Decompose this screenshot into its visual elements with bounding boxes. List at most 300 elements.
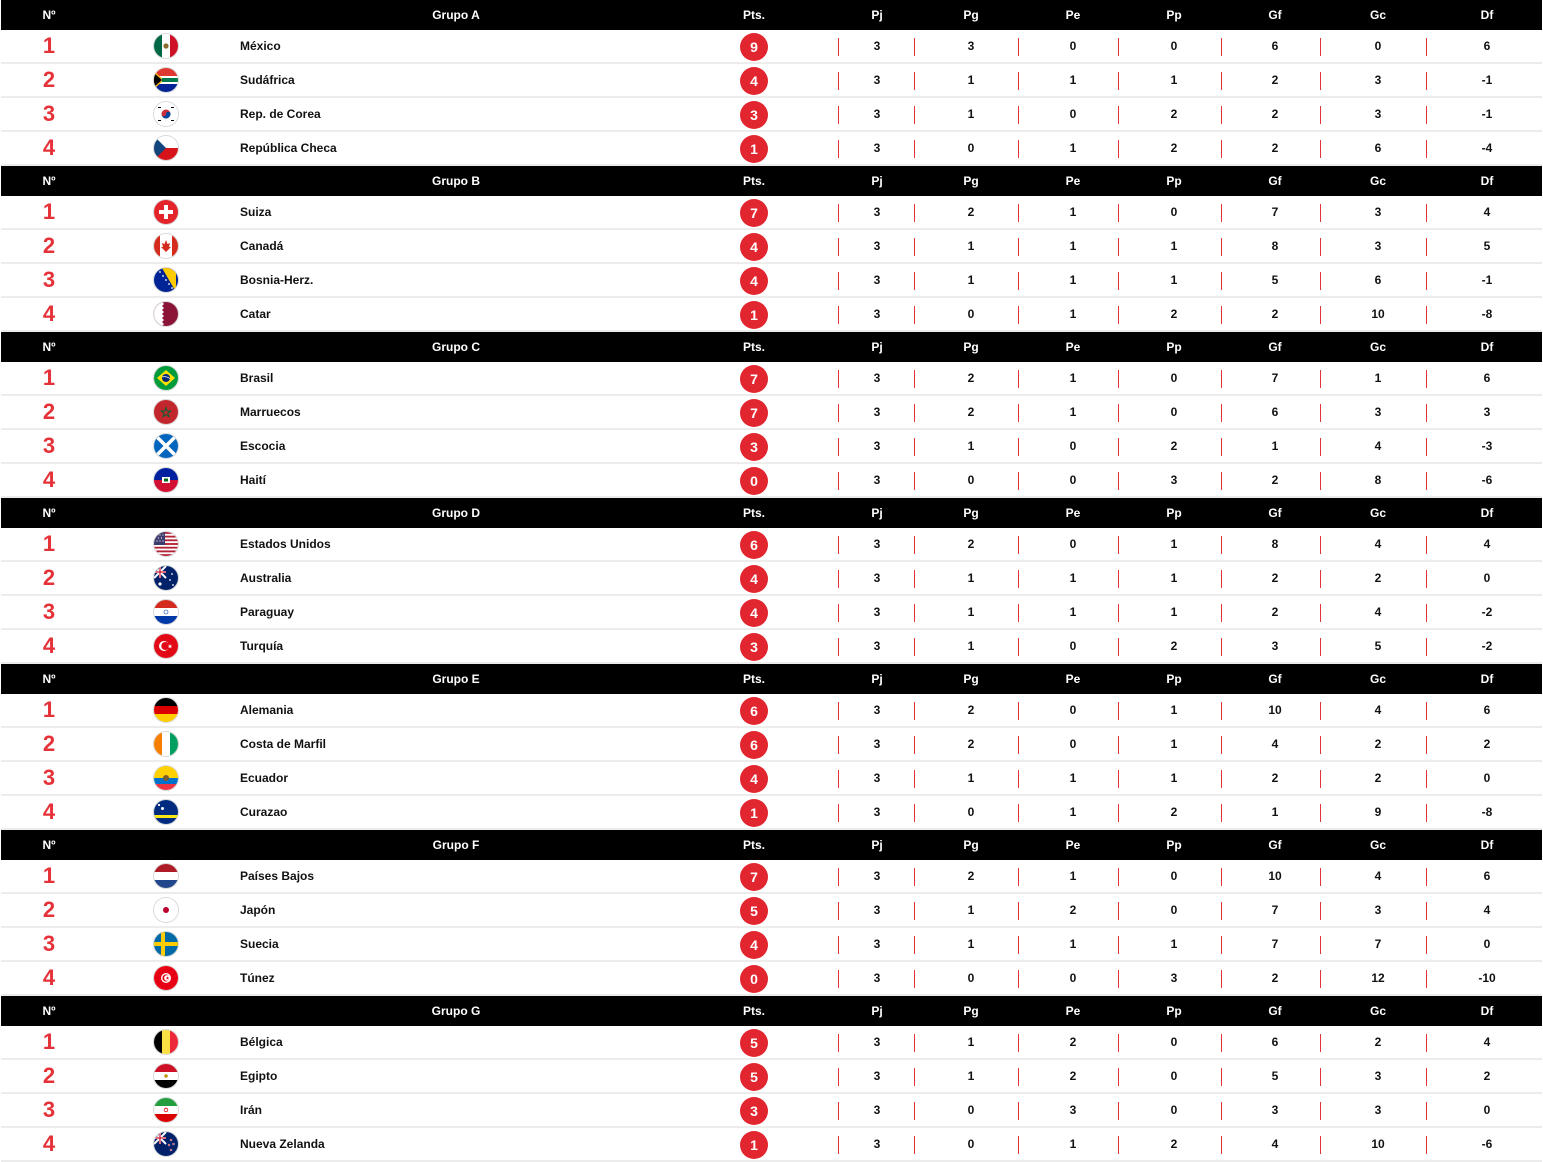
header-pe: Pe (1065, 8, 1081, 22)
stat-gf: 6 (1271, 39, 1279, 53)
column-divider (1426, 570, 1427, 588)
stat-pe: 2 (1069, 1069, 1077, 1083)
points-badge: 5 (740, 897, 768, 925)
stat-gc: 0 (1374, 39, 1382, 53)
column-divider (914, 638, 915, 656)
column-divider (838, 638, 839, 656)
team-name[interactable]: Paraguay (240, 605, 295, 619)
column-divider (1426, 536, 1427, 554)
column-divider (914, 306, 915, 324)
stat-gf: 2 (1271, 73, 1279, 87)
column-divider (1320, 38, 1321, 56)
column-divider (1320, 1102, 1321, 1120)
column-divider (1118, 702, 1119, 720)
table-row (1, 1094, 1542, 1128)
column-divider (1018, 306, 1019, 324)
stat-pg: 1 (967, 73, 975, 87)
header-gf: Gf (1268, 340, 1282, 354)
column-divider (1320, 238, 1321, 256)
column-divider (1426, 204, 1427, 222)
stat-pg: 1 (967, 605, 975, 619)
header-df: Df (1480, 672, 1494, 686)
position-number: 3 (42, 931, 56, 956)
table-row (1, 928, 1542, 962)
stat-df: -8 (1481, 805, 1493, 819)
header-pp: Pp (1166, 838, 1182, 852)
stat-pp: 1 (1170, 605, 1178, 619)
header-df: Df (1480, 506, 1494, 520)
stat-pg: 1 (967, 1069, 975, 1083)
stat-df: 6 (1483, 869, 1491, 883)
stat-pp: 0 (1170, 405, 1178, 419)
table-row (1, 230, 1542, 264)
table-row (1, 1128, 1542, 1162)
header-pos: Nº (42, 1004, 56, 1018)
team-name[interactable]: Suecia (240, 937, 279, 951)
column-divider (1320, 936, 1321, 954)
column-divider (1018, 1136, 1019, 1154)
column-divider (1118, 238, 1119, 256)
column-divider (1426, 902, 1427, 920)
stat-pg: 2 (967, 869, 975, 883)
stat-pp: 0 (1170, 903, 1178, 917)
table-row (1, 762, 1542, 796)
points-badge: 1 (740, 301, 768, 329)
team-name[interactable]: Catar (240, 307, 271, 321)
stat-gc: 3 (1374, 1069, 1382, 1083)
header-pp: Pp (1166, 340, 1182, 354)
stat-gc: 3 (1374, 903, 1382, 917)
stat-gf: 3 (1271, 1103, 1279, 1117)
header-pts: Pts. (742, 8, 766, 22)
column-divider (1221, 238, 1222, 256)
stat-df: -3 (1481, 439, 1493, 453)
column-divider (1118, 804, 1119, 822)
column-divider (1426, 1102, 1427, 1120)
stat-pe: 1 (1069, 141, 1077, 155)
column-divider (1221, 736, 1222, 754)
team-name[interactable]: Australia (240, 571, 292, 585)
group-header (1, 830, 1542, 860)
column-divider (914, 702, 915, 720)
header-pts: Pts. (742, 506, 766, 520)
stat-pe: 0 (1069, 473, 1077, 487)
group-header (1, 664, 1542, 694)
header-gf: Gf (1268, 174, 1282, 188)
stat-pp: 0 (1170, 39, 1178, 53)
column-divider (914, 238, 915, 256)
team-name[interactable]: Bosnia-Herz. (240, 273, 314, 287)
position-number: 4 (42, 965, 56, 990)
team-name[interactable]: Brasil (240, 371, 274, 385)
stat-pg: 2 (967, 405, 975, 419)
stat-gf: 4 (1271, 737, 1279, 751)
table-row (1, 796, 1542, 830)
header-pg: Pg (963, 672, 979, 686)
stat-gf: 7 (1271, 371, 1279, 385)
column-divider (1221, 472, 1222, 490)
team-name[interactable]: Curazao (240, 805, 288, 819)
column-divider (1118, 472, 1119, 490)
stat-df: 0 (1483, 771, 1491, 785)
team-name[interactable]: Egipto (240, 1069, 278, 1083)
stat-df: -6 (1481, 473, 1493, 487)
stat-pj: 3 (873, 141, 881, 155)
column-divider (1426, 370, 1427, 388)
team-name[interactable]: Países Bajos (240, 869, 315, 883)
stat-pe: 1 (1069, 273, 1077, 287)
stat-df: 0 (1483, 937, 1491, 951)
team-name[interactable]: Irán (240, 1103, 263, 1117)
points-badge: 6 (740, 731, 768, 759)
points-badge: 3 (740, 633, 768, 661)
header-gc: Gc (1369, 174, 1387, 188)
team-name[interactable]: República Checa (240, 141, 337, 155)
stat-df: 4 (1483, 903, 1491, 917)
header-pj: Pj (871, 1004, 883, 1018)
stat-pe: 0 (1069, 737, 1077, 751)
header-gf: Gf (1268, 506, 1282, 520)
table-row (1, 132, 1542, 166)
column-divider (1118, 38, 1119, 56)
header-gf: Gf (1268, 672, 1282, 686)
stat-df: 0 (1483, 571, 1491, 585)
stat-df: -2 (1481, 639, 1493, 653)
position-number: 4 (42, 633, 56, 658)
column-divider (1426, 638, 1427, 656)
column-divider (914, 404, 915, 422)
team-name[interactable]: Escocia (240, 439, 286, 453)
stat-pe: 0 (1069, 107, 1077, 121)
stat-gf: 6 (1271, 405, 1279, 419)
column-divider (838, 306, 839, 324)
stat-pj: 3 (873, 869, 881, 883)
team-name[interactable]: Haití (240, 473, 267, 487)
team-name[interactable]: Rep. de Corea (240, 107, 321, 121)
stat-pp: 2 (1170, 1137, 1178, 1151)
column-divider (838, 370, 839, 388)
column-divider (1221, 770, 1222, 788)
column-divider (1118, 936, 1119, 954)
stat-gf: 7 (1271, 937, 1279, 951)
stat-df: -4 (1481, 141, 1493, 155)
stat-pe: 2 (1069, 1035, 1077, 1049)
stat-gf: 2 (1271, 107, 1279, 121)
header-pts: Pts. (742, 672, 766, 686)
stat-pg: 0 (967, 1137, 975, 1151)
stat-df: 0 (1483, 1103, 1491, 1117)
tunisia-flag-icon (154, 966, 178, 990)
turkey-flag-icon (154, 634, 178, 658)
position-number: 2 (42, 233, 56, 258)
stat-pp: 1 (1170, 537, 1178, 551)
column-divider (1320, 472, 1321, 490)
header-pg: Pg (963, 1004, 979, 1018)
column-divider (1118, 1034, 1119, 1052)
column-divider (1221, 370, 1222, 388)
team-name[interactable]: Nueva Zelanda (240, 1137, 325, 1151)
header-gf: Gf (1268, 8, 1282, 22)
column-divider (1018, 604, 1019, 622)
stat-gf: 2 (1271, 307, 1279, 321)
team-name[interactable]: Estados Unidos (240, 537, 331, 551)
stat-gc: 6 (1374, 141, 1382, 155)
stat-pg: 1 (967, 771, 975, 785)
column-divider (1426, 1068, 1427, 1086)
header-pj: Pj (871, 174, 883, 188)
stat-pg: 3 (967, 39, 975, 53)
stat-pj: 3 (873, 371, 881, 385)
column-divider (1221, 970, 1222, 988)
stat-gc: 4 (1374, 537, 1382, 551)
position-number: 1 (42, 697, 56, 722)
column-divider (1221, 1102, 1222, 1120)
column-divider (1221, 868, 1222, 886)
stat-df: 3 (1483, 405, 1491, 419)
header-pp: Pp (1166, 174, 1182, 188)
column-divider (1018, 702, 1019, 720)
stat-gc: 1 (1374, 371, 1382, 385)
stat-gc: 4 (1374, 869, 1382, 883)
stat-gc: 3 (1374, 1103, 1382, 1117)
column-divider (1118, 306, 1119, 324)
position-number: 4 (42, 467, 56, 492)
stat-gc: 8 (1374, 473, 1382, 487)
column-divider (914, 38, 915, 56)
header-pts: Pts. (742, 1004, 766, 1018)
header-pg: Pg (963, 340, 979, 354)
stat-pj: 3 (873, 205, 881, 219)
stat-df: -1 (1481, 273, 1493, 287)
column-divider (1018, 204, 1019, 222)
stat-pg: 2 (967, 737, 975, 751)
stat-gc: 3 (1374, 405, 1382, 419)
header-pg: Pg (963, 506, 979, 520)
team-name[interactable]: Turquía (240, 639, 284, 653)
table-row (1, 396, 1542, 430)
stat-pj: 3 (873, 1035, 881, 1049)
stat-gf: 10 (1268, 869, 1282, 883)
column-divider (1320, 404, 1321, 422)
stat-pe: 1 (1069, 205, 1077, 219)
team-name[interactable]: Japón (240, 903, 276, 917)
stat-gc: 10 (1371, 307, 1385, 321)
stat-pe: 0 (1069, 639, 1077, 653)
column-divider (1320, 868, 1321, 886)
group-title: Grupo F (432, 838, 480, 852)
column-divider (914, 72, 915, 90)
stat-pe: 1 (1069, 73, 1077, 87)
paraguay-flag-icon (154, 600, 178, 624)
position-number: 4 (42, 301, 56, 326)
column-divider (914, 1136, 915, 1154)
header-pp: Pp (1166, 1004, 1182, 1018)
stat-pj: 3 (873, 903, 881, 917)
column-divider (1320, 638, 1321, 656)
stat-pe: 1 (1069, 371, 1077, 385)
column-divider (1426, 306, 1427, 324)
belgium-flag-icon (154, 1030, 178, 1054)
column-divider (1221, 38, 1222, 56)
column-divider (838, 204, 839, 222)
column-divider (1320, 804, 1321, 822)
team-name[interactable]: México (240, 39, 281, 53)
header-pe: Pe (1065, 838, 1081, 852)
stat-pg: 1 (967, 937, 975, 951)
stat-pe: 1 (1069, 869, 1077, 883)
header-pe: Pe (1065, 340, 1081, 354)
position-number: 3 (42, 599, 56, 624)
column-divider (1320, 140, 1321, 158)
qatar-flag-icon (154, 302, 178, 326)
stat-pj: 3 (873, 537, 881, 551)
stat-pp: 1 (1170, 737, 1178, 751)
group-header (1, 996, 1542, 1026)
points-badge: 4 (740, 565, 768, 593)
header-df: Df (1480, 340, 1494, 354)
new-zealand-flag-icon (154, 1132, 178, 1156)
column-divider (838, 604, 839, 622)
bosnia-flag-icon (154, 268, 178, 292)
stat-pp: 1 (1170, 771, 1178, 785)
column-divider (838, 106, 839, 124)
header-pe: Pe (1065, 672, 1081, 686)
team-name[interactable]: Suiza (240, 205, 272, 219)
column-divider (1018, 370, 1019, 388)
column-divider (1018, 902, 1019, 920)
points-badge: 4 (740, 931, 768, 959)
team-name[interactable]: Sudáfrica (240, 73, 295, 87)
stat-pj: 3 (873, 639, 881, 653)
column-divider (914, 472, 915, 490)
header-pg: Pg (963, 174, 979, 188)
column-divider (914, 1102, 915, 1120)
header-pg: Pg (963, 8, 979, 22)
header-pe: Pe (1065, 506, 1081, 520)
column-divider (1221, 570, 1222, 588)
stat-gc: 7 (1374, 937, 1382, 951)
column-divider (838, 702, 839, 720)
column-divider (1018, 404, 1019, 422)
team-name[interactable]: Costa de Marfil (240, 737, 327, 751)
points-badge: 3 (740, 101, 768, 129)
column-divider (1018, 804, 1019, 822)
stat-pe: 2 (1069, 903, 1077, 917)
column-divider (838, 1068, 839, 1086)
stat-pe: 1 (1069, 307, 1077, 321)
points-badge: 0 (740, 965, 768, 993)
column-divider (1320, 204, 1321, 222)
position-number: 1 (42, 1029, 56, 1054)
stat-df: 4 (1483, 537, 1491, 551)
column-divider (1018, 970, 1019, 988)
stat-pj: 3 (873, 473, 881, 487)
points-badge: 7 (740, 399, 768, 427)
stat-pe: 1 (1069, 605, 1077, 619)
team-name[interactable]: Ecuador (240, 771, 289, 785)
column-divider (838, 736, 839, 754)
points-badge: 7 (740, 199, 768, 227)
stat-gc: 4 (1374, 439, 1382, 453)
stat-pe: 0 (1069, 703, 1077, 717)
stat-pj: 3 (873, 605, 881, 619)
column-divider (1320, 570, 1321, 588)
team-name[interactable]: Alemania (240, 703, 294, 717)
column-divider (1426, 770, 1427, 788)
column-divider (838, 536, 839, 554)
stat-pp: 0 (1170, 1103, 1178, 1117)
stat-pg: 0 (967, 805, 975, 819)
position-number: 4 (42, 135, 56, 160)
column-divider (838, 1136, 839, 1154)
column-divider (914, 970, 915, 988)
column-divider (1118, 72, 1119, 90)
stat-gf: 1 (1271, 805, 1279, 819)
header-df: Df (1480, 8, 1494, 22)
column-divider (1118, 272, 1119, 290)
team-name[interactable]: Canadá (240, 239, 284, 253)
column-divider (838, 1034, 839, 1052)
group-e (1, 664, 1542, 830)
header-pe: Pe (1065, 1004, 1081, 1018)
team-name[interactable]: Marruecos (240, 405, 301, 419)
column-divider (1320, 902, 1321, 920)
stat-gf: 8 (1271, 537, 1279, 551)
table-row (1, 1060, 1542, 1094)
group-header (1, 332, 1542, 362)
stat-pj: 3 (873, 571, 881, 585)
points-badge: 3 (740, 1097, 768, 1125)
team-name[interactable]: Túnez (240, 971, 275, 985)
points-badge: 1 (740, 1131, 768, 1159)
column-divider (1018, 38, 1019, 56)
stat-pe: 3 (1069, 1103, 1077, 1117)
column-divider (1320, 702, 1321, 720)
stat-pg: 1 (967, 239, 975, 253)
czech-republic-flag-icon (154, 136, 178, 160)
column-divider (1320, 536, 1321, 554)
stat-pe: 1 (1069, 571, 1077, 585)
column-divider (1221, 404, 1222, 422)
position-number: 4 (42, 1131, 56, 1156)
table-row (1, 894, 1542, 928)
column-divider (1221, 638, 1222, 656)
points-badge: 6 (740, 531, 768, 559)
column-divider (838, 770, 839, 788)
column-divider (1018, 72, 1019, 90)
stat-pp: 0 (1170, 371, 1178, 385)
column-divider (1426, 106, 1427, 124)
column-divider (838, 272, 839, 290)
header-pe: Pe (1065, 174, 1081, 188)
stat-pp: 0 (1170, 1035, 1178, 1049)
column-divider (1426, 736, 1427, 754)
points-badge: 1 (740, 799, 768, 827)
netherlands-flag-icon (154, 864, 178, 888)
points-badge: 9 (740, 33, 768, 61)
column-divider (1221, 72, 1222, 90)
group-title: Grupo G (431, 1004, 481, 1018)
column-divider (1018, 438, 1019, 456)
column-divider (1320, 106, 1321, 124)
position-number: 2 (42, 67, 56, 92)
column-divider (1018, 868, 1019, 886)
team-name[interactable]: Bélgica (240, 1035, 283, 1049)
position-number: 3 (42, 267, 56, 292)
position-number: 2 (42, 731, 56, 756)
stat-gf: 5 (1271, 1069, 1279, 1083)
group-header (1, 166, 1542, 196)
